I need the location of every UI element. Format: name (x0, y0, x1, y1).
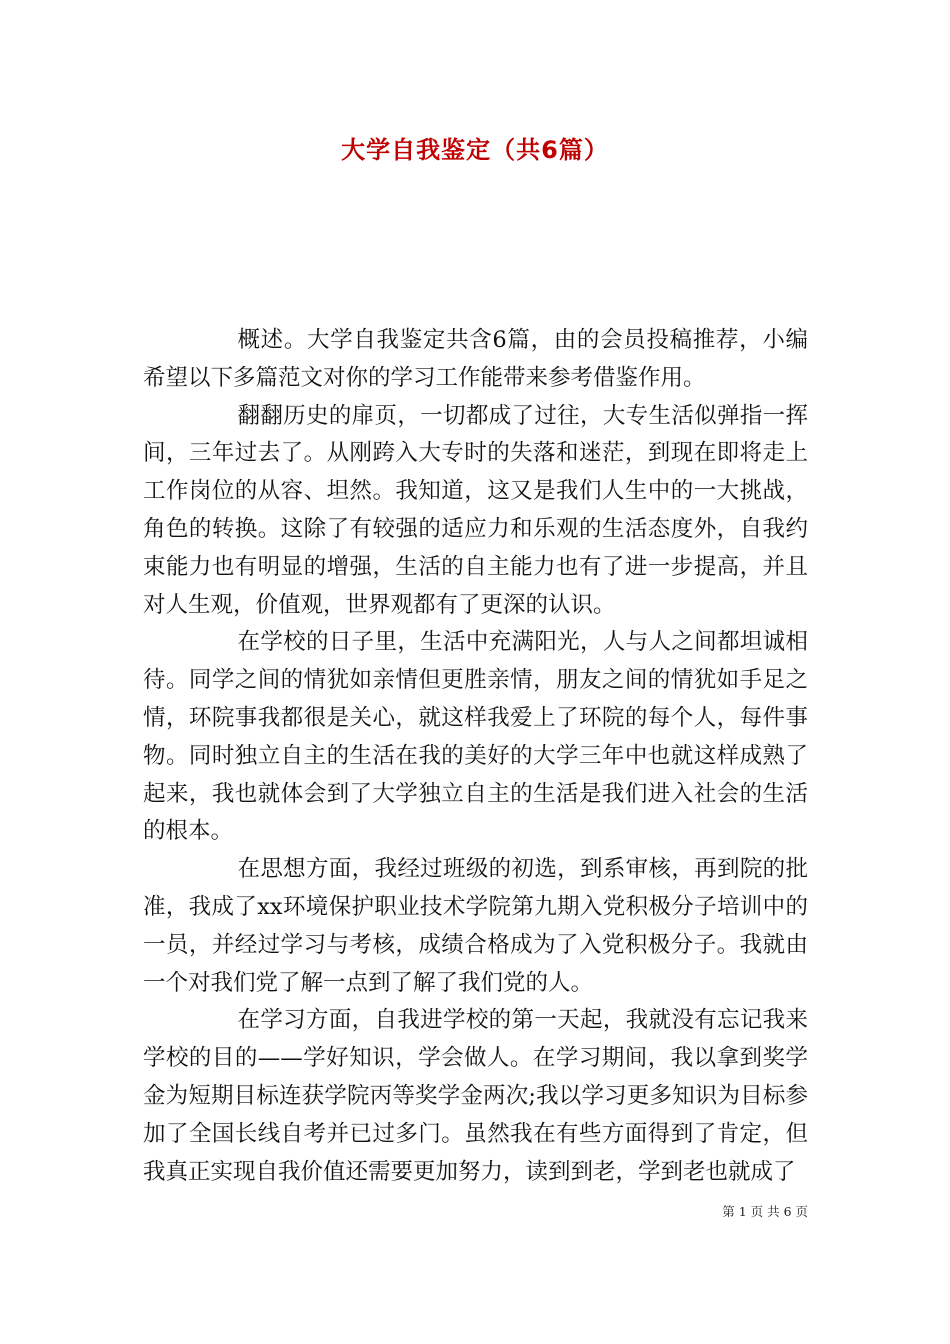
document-body (143, 322, 808, 1191)
paragraph-thought: 在思想方面，我经过班级的初选，到系审核，再到院的批准，我成了xx环境保护职业技术学院第九期入党积极分子培训中的一员，并经过学习与考核，成绩合格成为了入党积极分子。我就由一个对我们党了解一点到了解了我们党的人。 (143, 856, 808, 996)
document-title: 大学自我鉴定（共6篇） (341, 136, 609, 164)
paragraph-study: 在学习方面，自我进学校的第一天起，我就没有忘记我来学校的目的——学好知识，学会做人。在学习期间，我以拿到奖学金为短期目标连获学院丙等奖学金两次;我以学习更多知识为目标参加了全国长线自考并已过多门。虽然我在有些方面得到了肯定，但我真正实现自我价值还需要更加努力，读到到老，学到老也就成了 (143, 1007, 808, 1185)
page-number: 第 1 页 共 6 页 (722, 1204, 808, 1219)
paragraph-overview: 概述。大学自我鉴定共含6篇，由的会员投稿推荐，小编希望以下多篇范文对你的学习工作能带来参考借鉴作用。 (143, 327, 808, 391)
paragraph-history: 翻翻历史的扉页，一切都成了过往，大专生活似弹指一挥间，三年过去了。从刚跨入大专时的失落和迷茫，到现在即将走上工作岗位的从容、坦然。我知道，这又是我们人生中的一大挑战，角色的转换。这除了有较强的适应力和乐观的生活态度外，自我约束能力也有明显的增强，生活的自主能力也有了进一步提高，并且对人生观，价值观，世界观都有了更深的认识。 (143, 402, 808, 618)
paragraph-school-life: 在学校的日子里，生活中充满阳光，人与人之间都坦诚相待。同学之间的情犹如亲情但更胜亲情，朋友之间的情犹如手足之情，环院事我都很是关心，就这样我爱上了环院的每个人，每件事物。同时独立自主的生活在我的美好的大学三年中也就这样成熟了起来，我也就体会到了大学独立自主的生活是我们进入社会的生活的根本。 (143, 629, 808, 845)
